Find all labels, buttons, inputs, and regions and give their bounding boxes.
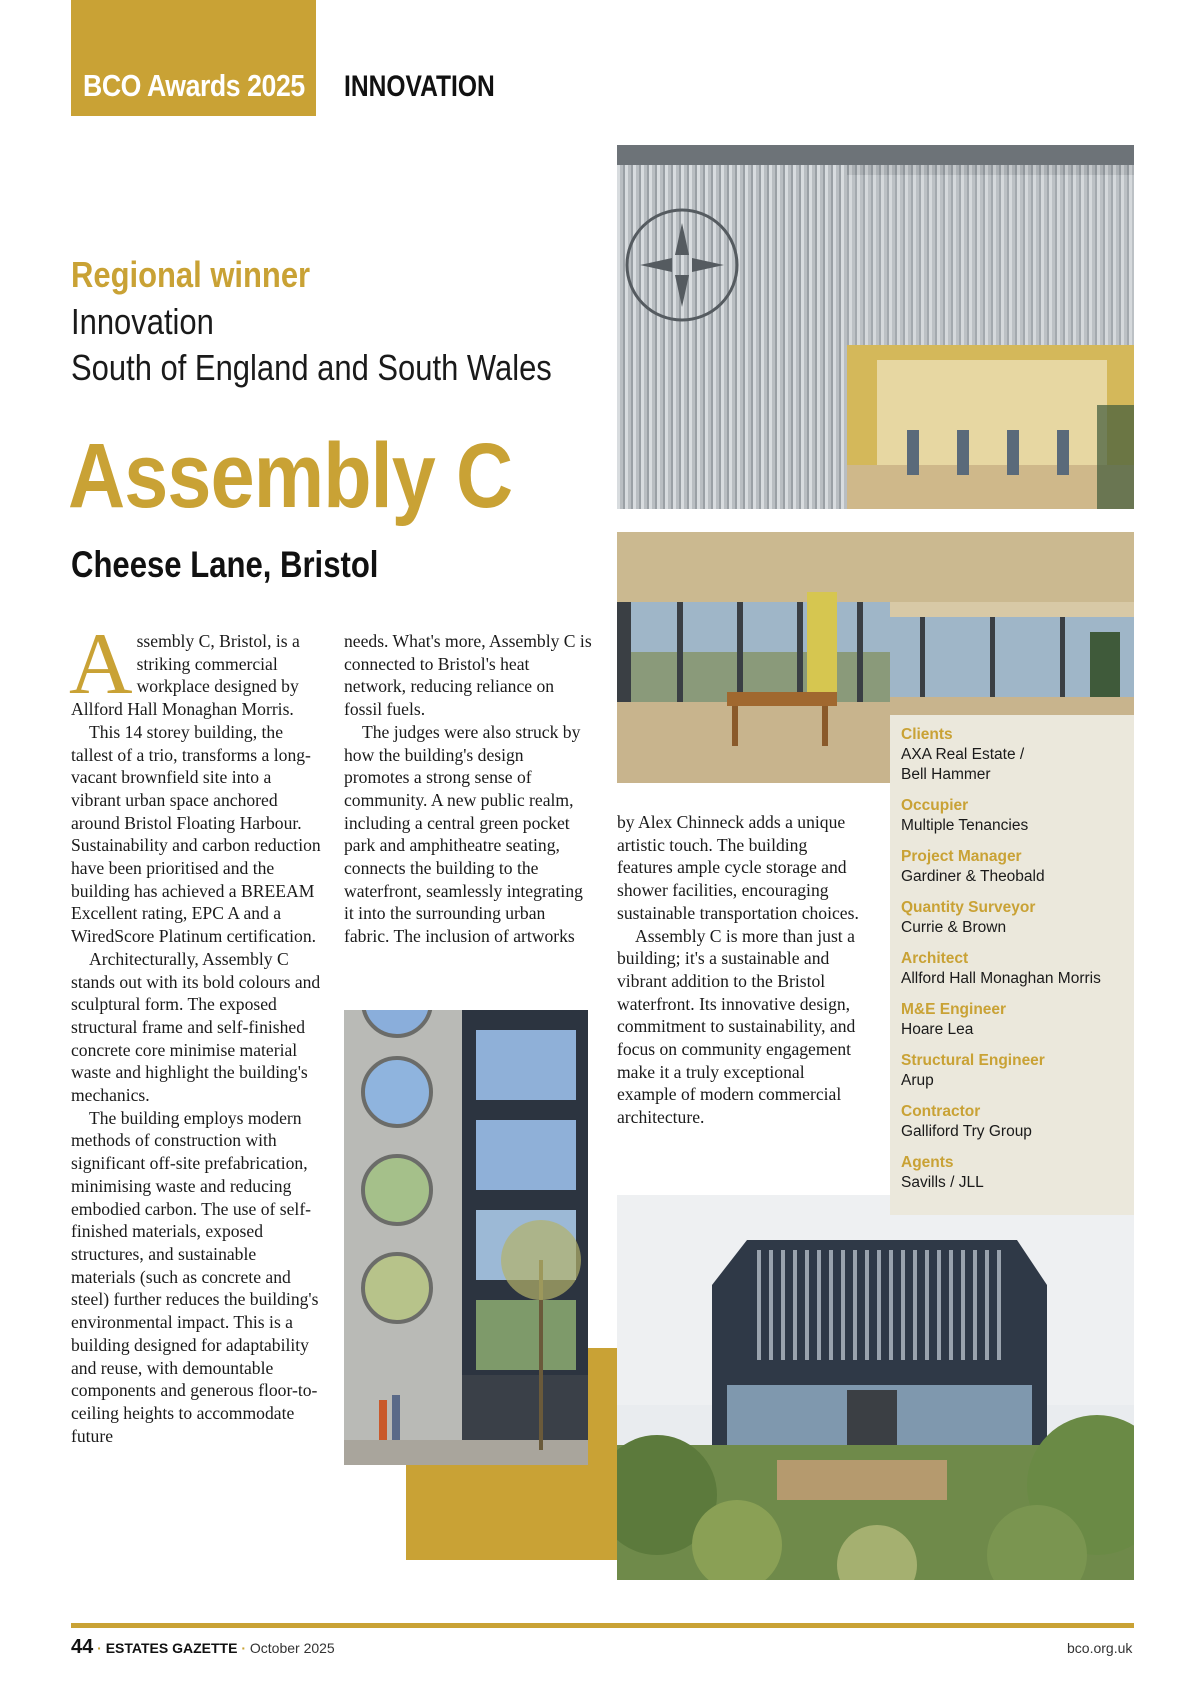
credit-agents: [901, 1153, 984, 1193]
facade-photo: [344, 1010, 588, 1465]
footer-separator: ·: [97, 1640, 102, 1656]
paragraph: Assembly C is more than just a building; it's a sustainable and vibrant addition to the Bristol waterfront. Its innovative design, commitment to sustainability, and focus on community engagement make it a truly exceptional example of modern commercial architecture.: [617, 925, 856, 1128]
website-link[interactable]: bco.org.uk: [1067, 1640, 1133, 1656]
page-number: 44: [71, 1636, 94, 1658]
credit-me-engineer: [901, 1000, 1006, 1040]
header-tab-label: BCO Awards 2025: [83, 68, 305, 103]
terrace-photo: [617, 1195, 1134, 1580]
credit-value: Gardiner & Theobald: [901, 868, 1045, 885]
credit-value: Multiple Tenancies: [901, 817, 1029, 834]
credit-quantity-surveyor: [901, 898, 1035, 938]
project-location: Cheese Lane, Bristol: [71, 544, 379, 585]
credit-value: Savills / JLL: [901, 1174, 984, 1191]
credit-label: Structural Engineer: [901, 1052, 1045, 1069]
credit-architect: [901, 949, 1101, 989]
lobby-photo: [617, 145, 1134, 509]
section-title: INNOVATION: [344, 70, 495, 103]
paragraph: ssembly C, Bristol, is a striking commercial workplace designed by Allford Hall Monaghan Morris.: [71, 631, 300, 720]
credit-label: Quantity Surveyor: [901, 899, 1036, 916]
credit-contractor: [901, 1102, 1032, 1142]
paragraph: Architecturally, Assembly C stands out with its bold colours and sculptural form. The exposed structural frame and self-finished concrete core minimise material waste and highlight the building's mechanics.: [71, 948, 321, 1106]
credit-value: Hoare Lea: [901, 1021, 974, 1038]
drop-cap: A: [69, 616, 133, 713]
article-column-2: [344, 630, 592, 948]
award-kicker: Regional winner: [71, 254, 311, 295]
credit-label: M&E Engineer: [901, 1001, 1007, 1018]
credit-occupier: [901, 796, 1028, 836]
article-column-1: [69, 616, 321, 1447]
credit-clients: [901, 725, 1024, 785]
paragraph: The judges were also struck by how the building's design promotes a strong sense of community. A new public realm, including a central green pocket park and amphitheatre seating, connects the building to the waterfront, seamlessly integrating it into the surrounding urban fabric. The inclusion of artworks: [344, 721, 583, 947]
credit-project-manager: [901, 847, 1045, 887]
credit-value: Arup: [901, 1072, 934, 1089]
credit-label: Occupier: [901, 797, 969, 814]
footer-separator: ·: [241, 1640, 246, 1656]
header-tab: [71, 0, 316, 116]
paragraph: by Alex Chinneck adds a unique artistic touch. The building features ample cycle storage and shower facilities, encouraging sustainable transportation choices.: [617, 812, 859, 923]
paragraph: needs. What's more, Assembly C is connected to Bristol's heat network, reducing reliance on fossil fuels.: [344, 631, 592, 720]
credit-label: Agents: [901, 1154, 954, 1171]
footer-rule: [71, 1623, 1134, 1628]
award-region: South of England and South Wales: [71, 347, 552, 388]
credit-label: Contractor: [901, 1103, 981, 1120]
credit-value: AXA Real Estate / Bell Hammer: [901, 746, 1025, 783]
office-window-photo: [890, 532, 1134, 715]
project-credits-panel: [890, 715, 1134, 1215]
footer: [71, 1636, 335, 1659]
credit-structural-engineer: [901, 1051, 1045, 1091]
credit-value: Allford Hall Monaghan Morris: [901, 970, 1101, 987]
credit-label: Clients: [901, 726, 953, 743]
paragraph: The building employs modern methods of construction with significant off-site prefabrication, minimising waste and reducing embodied carbon. The use of self-finished materials, exposed structures, and sustainable materials (such as concrete and steel) further reduces the building's environmental impact. This is a building designed for adaptability and reuse, with demountable components and generous floor-to-ceiling heights to accommodate future: [71, 1107, 319, 1446]
credit-label: Project Manager: [901, 848, 1022, 865]
issue-date: October 2025: [249, 1640, 335, 1656]
publication-name: ESTATES GAZETTE: [105, 1640, 238, 1656]
office-interior-photo: [617, 532, 890, 783]
paragraph: This 14 storey building, the tallest of a trio, transforms a long-vacant brownfield site into a vibrant urban space anchored around Bristol Floating Harbour. Sustainability and carbon reduction have been prioritised and the building has achieved a BREEAM Excellent rating, EPC A and a WiredScore Platinum certification.: [71, 721, 321, 947]
award-category: Innovation: [71, 301, 214, 342]
credit-label: Architect: [901, 950, 969, 967]
article-column-3: [617, 811, 867, 1129]
project-title: Assembly C: [68, 425, 513, 527]
credit-value: Currie & Brown: [901, 919, 1007, 936]
credit-value: Galliford Try Group: [901, 1123, 1032, 1140]
